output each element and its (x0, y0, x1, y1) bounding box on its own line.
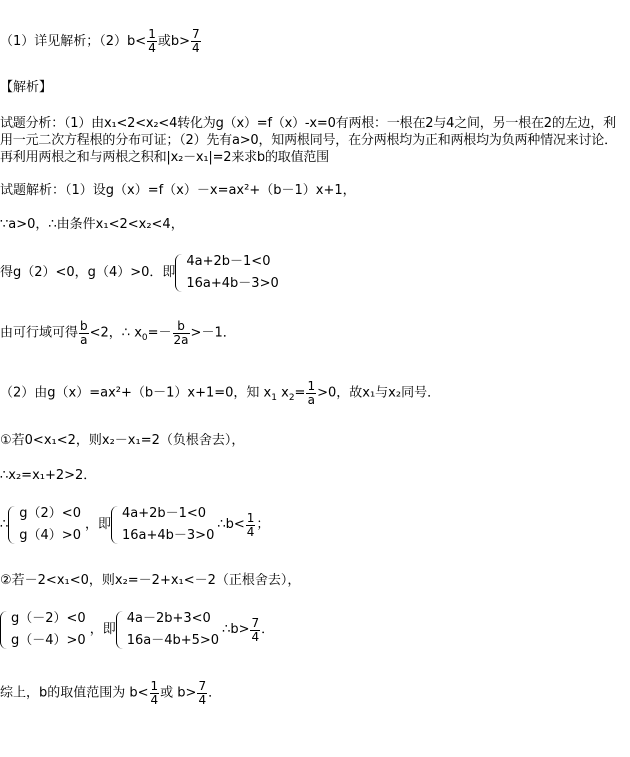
therefore-icon: ∴ (0, 517, 9, 532)
fraction-seven-quarters: $\frac{7}{4}$ (251, 615, 260, 644)
gt-sign: > (179, 34, 191, 49)
system-2-mid: ，即 (84, 517, 111, 532)
system-3-mid: ，即 (89, 622, 116, 637)
system-3-end: ． (261, 622, 275, 637)
condition-system-line (0, 251, 279, 295)
section-title: 【解析】 (0, 80, 53, 95)
system-1 (175, 251, 278, 295)
case1-line: ①若0<x₁<2，则x₂－x₁=2（负根舍去）， (0, 433, 245, 448)
feasible-tail: >－1． (190, 325, 236, 341)
condition-prefix: 得g（2）<0，g（4）>0．即 (0, 265, 176, 280)
lt-sign: < (135, 34, 147, 49)
fraction-one-quarter: $\frac{1}{4}$ (246, 510, 255, 539)
analysis-paragraph: 试题分析：（1）由x₁<2<x₂<4转化为g（x）=f（x）-x=0有两根：一根在2与4之间，另一根在2的左边，利用一元二次方程根的分布可证；（2）先有a>0，知两根同号，在分两根均为正和两根均为负两种情况来讨论．再利用两根之和与两根之积和|x₂－x₁|=2来求b的取值范围 (0, 116, 617, 165)
part2-eq: = (294, 385, 306, 401)
case1-conclusion: ∴x₂=x₁+2>2． (0, 468, 97, 483)
conclusion-end: ． (208, 685, 222, 701)
fraction-one-quarter: $\frac{1}{4}$ (150, 679, 159, 707)
system-row: 16a+4b－3>0 (121, 528, 215, 543)
system-row: g（－2）<0 (11, 611, 86, 626)
solution-intro: 试题解析：（1）设g（x）=f（x）－x=ax²+（b－1）x+1， (0, 183, 356, 198)
part2-line (0, 380, 440, 407)
system-3-tail: ∴b> (222, 622, 250, 637)
brace-icon (116, 611, 123, 649)
system-row: 4a－2b+3<0 (126, 611, 211, 626)
system-3-left (0, 608, 86, 652)
system-3-right (116, 608, 219, 652)
fraction-one-quarter: $\frac{1}{4}$ (148, 27, 156, 55)
subscript-zero: 0 (141, 333, 148, 343)
brace-icon (111, 506, 118, 544)
conclusion-line (0, 680, 221, 707)
system-1-row: 16a+4b－3>0 (186, 276, 279, 291)
feasible-prefix: 由可行域可得 (0, 325, 79, 341)
fraction-1-over-a: $\frac{1}{a}$ (307, 379, 316, 407)
subscript-1: 1 (271, 393, 277, 403)
brace-icon (0, 611, 7, 649)
feasible-line (0, 320, 236, 347)
brace-icon (8, 506, 15, 544)
system-row: g（4）>0 (19, 528, 81, 543)
system-row: g（－4）>0 (11, 633, 86, 648)
or-text: 或b (157, 34, 180, 49)
system-3-line (0, 608, 274, 652)
system-2-left (8, 503, 81, 547)
fraction-b-over-a: $\frac{b}{a}$ (80, 319, 88, 347)
conclusion-or: 或 b> (160, 685, 197, 701)
answer-part1: （1）详见解析；（2）b (0, 34, 136, 49)
system-row: g（2）<0 (19, 506, 81, 521)
system-row: 16a－4b+5>0 (126, 633, 220, 648)
part2-x2: x (276, 385, 289, 401)
system-2-line (0, 503, 269, 547)
system-1-row: 4a+2b－1<0 (186, 254, 271, 269)
brace-icon (175, 254, 182, 292)
case2-line: ②若－2<x₁<0，则x₂=－2+x₁<－2（正根舍去）， (0, 573, 301, 588)
system-2-right (111, 503, 214, 547)
part2-tail: >0，故x₁与x₂同号． (317, 385, 441, 401)
since-line: ∵a>0，∴由条件x₁<2<x₂<4， (0, 217, 184, 232)
answer-line (0, 28, 202, 55)
fraction-b-over-2a: $\frac{b}{2a}$ (173, 319, 189, 347)
system-2-tail: ∴b< (217, 517, 245, 532)
feasible-mid: <2，∴ x (89, 325, 142, 341)
fraction-seven-quarters: $\frac{7}{4}$ (198, 679, 207, 707)
subscript-2: 2 (288, 393, 295, 403)
feasible-eq: =－ (147, 325, 172, 341)
conclusion-prefix: 综上，b的取值范围为 b< (0, 685, 149, 701)
fraction-seven-quarters: $\frac{7}{4}$ (192, 27, 200, 55)
system-row: 4a+2b－1<0 (121, 506, 207, 521)
part2-prefix: （2）由g（x）=ax²+（b－1）x+1=0，知 x (0, 385, 272, 401)
system-2-end: ； (256, 517, 270, 532)
